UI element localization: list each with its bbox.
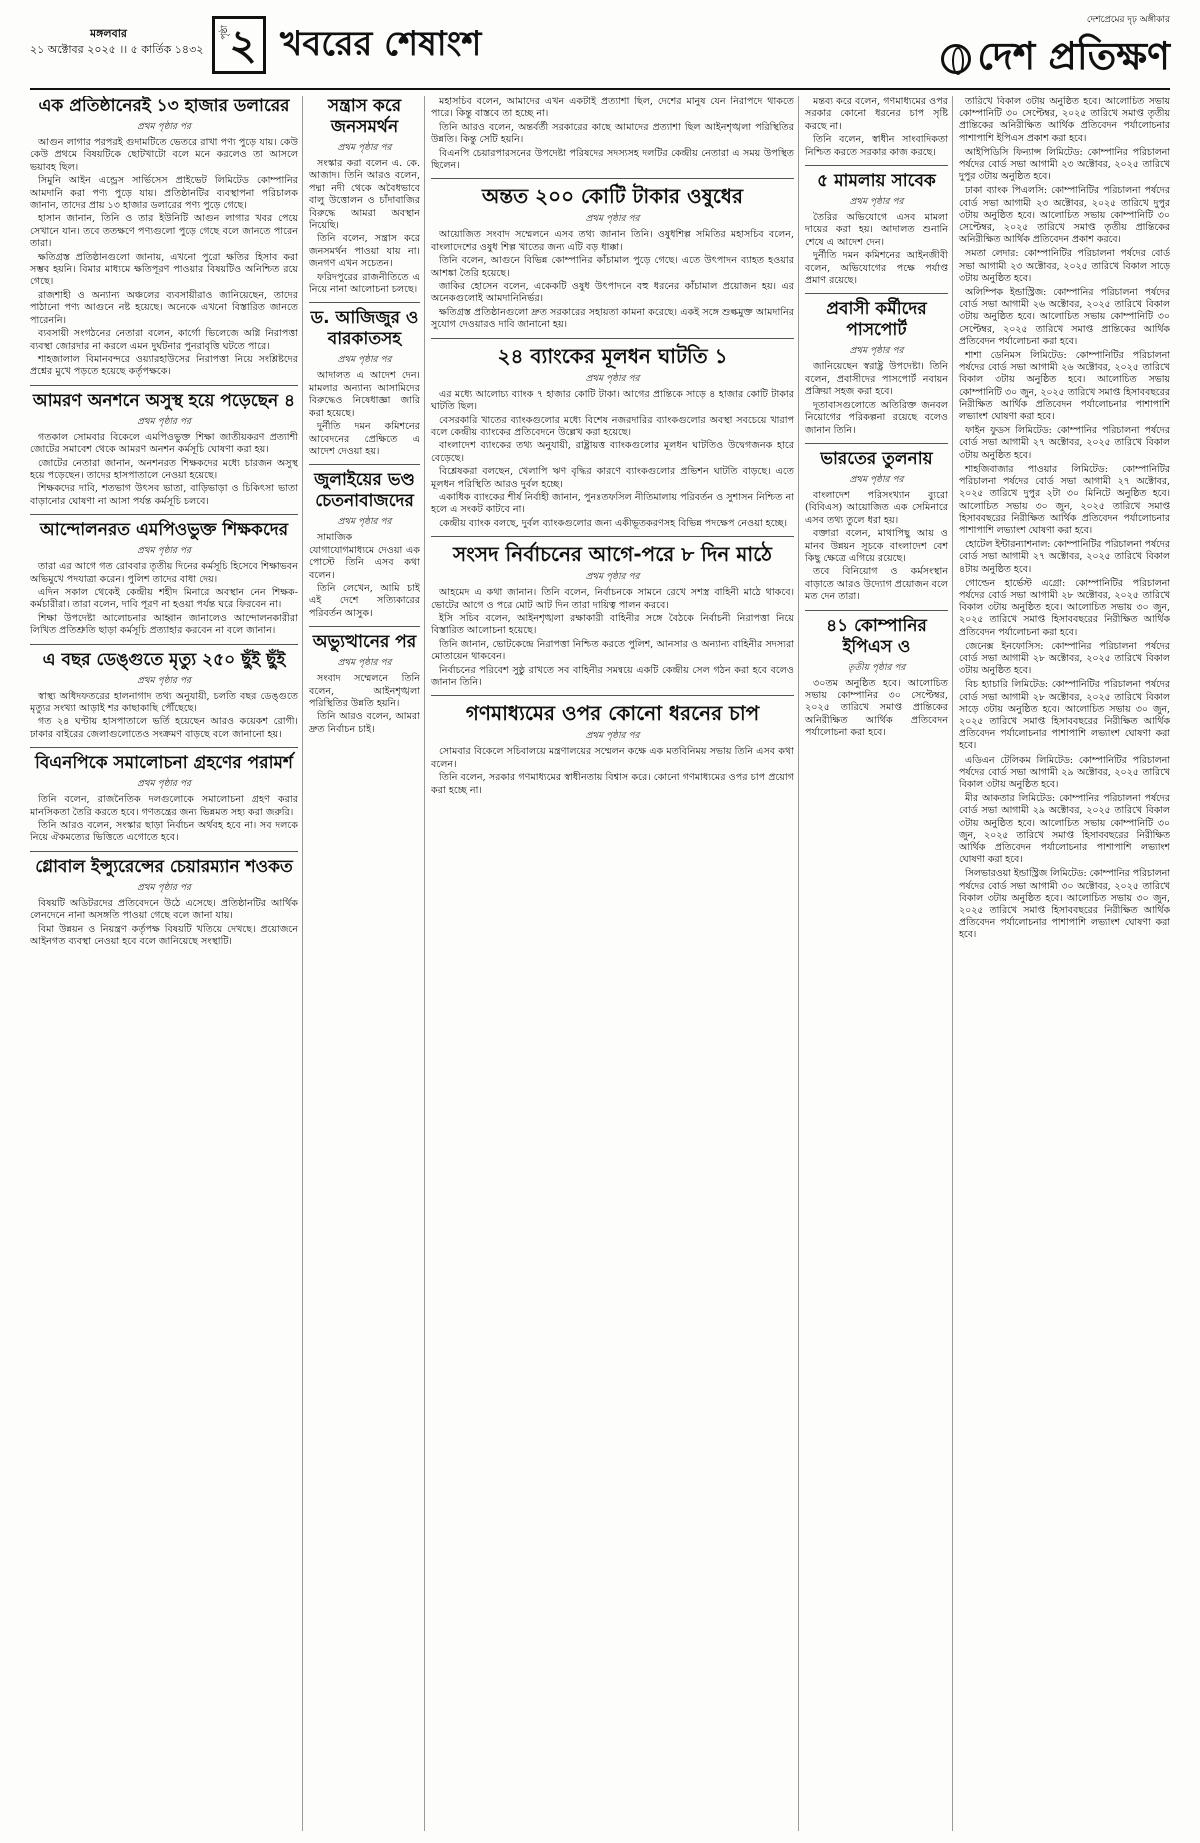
continuation-note: প্রথম পৃষ্ঠার পর bbox=[337, 355, 392, 366]
continuation-note: প্রথম পৃষ্ঠার পর bbox=[585, 373, 640, 384]
story-paragraph: বিমা উন্নয়ন ও নিয়ন্ত্রণ কর্তৃপক্ষ বিষয়টি খতিয়ে দেখছে। প্রয়োজনে আইনগত ব্যবস্থা নেওয়া হবে বলে জানিয়েছে সংস্থাটি। bbox=[30, 923, 298, 948]
story-paragraph: তবে বিনিয়োগ ও কর্মসংস্থান বাড়াতে আরও উদ্যোগ প্রয়োজন বলে মত দেন তারা। bbox=[805, 566, 948, 603]
news-story bbox=[30, 747, 298, 845]
story-paragraph: এর মধ্যে আলোচ্য ব্যাংক ৭ হাজার কোটি টাকা। আগের প্রান্তিকে সাড়ে ৪ হাজার কোটি টাকার ঘাটতি ছিল। bbox=[431, 388, 794, 413]
story-headline: আমরণ অনশনে অসুস্থ হয়ে পড়েছেন ৪ bbox=[32, 390, 296, 411]
story-paragraph: সিলভারওয়া ইন্ডাস্ট্রিজ লিমিটেড: কোম্পানির পরিচালনা পর্ষদের বোর্ড সভা আগামী ৩০ অক্টোবর, ২০২৫ তারিখে বিকাল ৩টায় অনুষ্ঠিত হবে। আলোচিত সভায় ৩০ জুন, ২০২৫ তারিখে সমাপ্ত হিসাববছরের নিরীক্ষিত আর্থিক প্রতিবেদন পর্যালোচনার পাশাপাশি লভ্যাংশ ঘোষণা করা হবে। bbox=[959, 868, 1170, 941]
story-paragraph: এদিন সকাল থেকেই কেন্দ্রীয় শহীদ মিনারে অবস্থান নেন শিক্ষক-কর্মচারীরা। তারা বলেন, দাবি পূরণ না হওয়া পর্যন্ত ঘরে ফিরবেন না। bbox=[30, 586, 298, 611]
news-story bbox=[30, 851, 298, 949]
story-paragraph: সামাজিক যোগাযোগমাধ্যমে দেওয়া এক পোস্টে তিনি এসব কথা বলেন। bbox=[309, 532, 420, 581]
story-paragraph: তিনি আরও বলেন, অন্তর্বর্তী সরকারের কাছে আমাদের প্রত্যাশা ছিল আইনশৃঙ্খলা পরিস্থিতির উন্নতি। কিন্তু সেটি হয়নি। bbox=[431, 121, 794, 146]
story-body bbox=[431, 587, 794, 689]
story-body bbox=[30, 898, 298, 949]
story-paragraph: ইসি সচিব বলেন, আইনশৃঙ্খলা রক্ষাকারী বাহিনীর সঙ্গে বৈঠকে নির্বাচনী নিরাপত্তা নিয়ে বিস্তারিত আলোচনা হয়েছে। bbox=[431, 612, 794, 637]
continuation-note: প্রথম পৃষ্ঠার পর bbox=[337, 517, 392, 528]
page-label: পৃষ্ঠা bbox=[220, 25, 230, 40]
brand-tagline: দেশপ্রেমের দৃঢ় অঙ্গীকার bbox=[1086, 15, 1170, 25]
story-paragraph: জানিয়েছেন স্বরাষ্ট্র উপদেষ্টা। তিনি বলেন, প্রবাসীদের পাসপোর্ট নবায়ন প্রক্রিয়া সহজ করা হবে। bbox=[805, 361, 948, 398]
news-story bbox=[309, 464, 420, 620]
news-story bbox=[805, 293, 948, 436]
story-body bbox=[30, 137, 298, 379]
story-body bbox=[309, 532, 420, 620]
story-paragraph: ক্ষতিগ্রস্ত প্রতিষ্ঠানগুলো দ্রুত সরকারের সহায়তা কামনা করেছে। একই সঙ্গে শুল্কমুক্ত আমদানির সুযোগ দেওয়ারও দাবি জানানো হয়। bbox=[431, 306, 794, 331]
story-body bbox=[805, 490, 948, 604]
story-paragraph: তিনি আরও বলেন, সংস্কার ছাড়া নির্বাচন অর্থবহ হবে না। সব দলকে নিয়ে ঐকমত্যের ভিত্তিতে এগোতে হবে। bbox=[30, 820, 298, 844]
continuation-note: প্রথম পৃষ্ঠার পর bbox=[337, 658, 392, 669]
story-paragraph: বিচ হ্যাচারি লিমিটেড: কোম্পানিটির পরিচালনা পর্ষদের বোর্ড সভা আগামী ২৮ অক্টোবর, ২০২৫ তারিখে বিকাল সাড়ে ৩টায় অনুষ্ঠিত হবে। আলোচিত সভায় ৩০ জুন, ২০২৫ তারিখে সমাপ্ত হিসাববছরের নিরীক্ষিত আর্থিক প্রতিবেদন পর্যালোচনার পাশাপাশি লভ্যাংশ ঘোষণা করা হবে। bbox=[959, 679, 1170, 752]
story-body bbox=[431, 96, 794, 172]
section-title: খবরের শেষাংশ bbox=[280, 24, 482, 64]
story-paragraph: হাসান জানান, তিনি ও তার ইউনিটি আগুন লাগার খবর পেয়ে সেখানে যান। তবে ততক্ষণে পণ্যগুলো পুড়ে গেছে বলে জানতে পারেন তারা। bbox=[30, 213, 298, 250]
story-paragraph: শাহজিবাজার পাওয়ার লিমিটেড: কোম্পানিটির পরিচালনা পর্ষদের বোর্ড সভা আগামী ২৭ অক্টোবর, ২০২৫ তারিখে দুপুর ২টা ৩০ মিনিটে অনুষ্ঠিত হবে। আলোচিত সভায় ৩০ জুন, ২০২৫ তারিখে সমাপ্ত হিসাববছরের নিরীক্ষিত আর্থিক প্রতিবেদন পর্যালোচনার পাশাপাশি লভ্যাংশ ঘোষণা করা হবে। bbox=[959, 463, 1170, 536]
story-paragraph: বিশ্লেষকরা বলছেন, খেলাপি ঋণ বৃদ্ধির কারণে ব্যাংকগুলোর প্রভিশন ঘাটতি বাড়ছে। এতে মূলধন পরিস্থিতি আরও দুর্বল হচ্ছে। bbox=[431, 466, 794, 490]
story-paragraph: বাংলাদেশ পরিসংখ্যান ব্যুরো (বিবিএস) আয়োজিত এক সেমিনারে এসব তথ্য তুলে ধরা হয়। bbox=[805, 489, 948, 526]
story-paragraph: শাহজালাল বিমানবন্দরে ওয়্যারহাউসের নিরাপত্তা নিয়ে সংশ্লিষ্টদের প্রশ্নের মুখে পড়তে হয়েছে কর্তৃপক্ষকে। bbox=[30, 353, 298, 378]
story-paragraph: মীর আকতার লিমিটেড: কোম্পানির পরিচালনা পর্ষদের বোর্ড সভা আগামী ২৯ অক্টোবর, ২০২৫ তারিখে বিকাল ৩টায় অনুষ্ঠিত হবে। আলোচিত সভায় কোম্পানিটি ৩০ জুন, ২০২৫ তারিখে সমাপ্ত হিসাববছরের নিরীক্ষিত আর্থিক প্রতিবেদন পর্যালোচনার পাশাপাশি লভ্যাংশ ঘোষণা করা হবে। bbox=[959, 793, 1170, 866]
news-story bbox=[431, 695, 794, 797]
story-headline: ৫ মামলায় সাবেক bbox=[817, 171, 936, 192]
story-paragraph: জাকির হোসেন বলেন, একেকটি ওষুধ উৎপাদনে বহু ধরনের কাঁচামাল প্রয়োজন হয়। এর অনেকগুলোই আমদানিনির্ভর। bbox=[431, 281, 794, 305]
story-paragraph: হোটেল ইন্টারন্যাশনাল: কোম্পানিটির পরিচালনা পর্ষদের বোর্ড সভা আগামী ২৭ অক্টোবর, ২০২৫ তারিখে বিকাল ৪টায় অনুষ্ঠিত হবে। bbox=[959, 539, 1170, 575]
column-3 bbox=[424, 96, 794, 1831]
page-number: ২ bbox=[229, 20, 257, 69]
story-headline: ৪১ কোম্পানির ইপিএস ও bbox=[826, 615, 927, 657]
story-body bbox=[309, 673, 420, 736]
story-headline: প্রবাসী কর্মীদের পাসপোর্ট bbox=[826, 299, 927, 341]
story-paragraph: মন্তব্য করে বলেন, গণমাধ্যমের ওপর সরকার কোনো ধরনের চাপ সৃষ্টি করছে না। bbox=[805, 96, 948, 132]
news-story bbox=[959, 96, 1170, 942]
story-headline: বিএনপিকে সমালোচনা গ্রহণের পরামর্শ bbox=[34, 753, 293, 774]
story-paragraph: শাশা ডেনিমস লিমিটেড: কোম্পানিটির পরিচালনা পর্ষদের বোর্ড সভা আগামী ২৬ অক্টোবর, ২০২৫ তারিখে বিকাল ৩টায় অনুষ্ঠিত হবে। আলোচিত সভায় কোম্পানিটি ৩০ জুন, ২০২৫ তারিখে সমাপ্ত হিসাববছরের নিরীক্ষিত আর্থিক প্রতিবেদন পর্যালোচনার পাশাপাশি লভ্যাংশ ঘোষণা করা হবে। bbox=[959, 350, 1170, 423]
news-story bbox=[805, 610, 948, 740]
column-4 bbox=[798, 96, 948, 1831]
story-paragraph: তারিখে বিকাল ৩টায় অনুষ্ঠিত হবে। আলোচিত সভায় কোম্পানিটি ৩০ সেপ্টেম্বর, ২০২৫ তারিখে সমাপ্ত তৃতীয় প্রান্তিকের অনিরীক্ষিত আর্থিক প্রতিবেদন পর্যালোচনার পাশাপাশি ইপিএস প্রকাশ করা হবে। bbox=[959, 96, 1170, 144]
news-story bbox=[431, 338, 794, 530]
continuation-note: প্রথম পৃষ্ঠার পর bbox=[137, 779, 191, 790]
story-headline: আন্দোলনরত এমপিওভুক্ত শিক্ষকদের bbox=[39, 520, 289, 541]
story-paragraph: তারা এর আগে গত রোববার তৃতীয় দিনের কর্মসূচি হিসেবে শিক্ষাভবন অভিমুখে পদযাত্রা করেন। পুলিশ তাদের বাধা দেয়। bbox=[30, 561, 298, 585]
story-body bbox=[30, 691, 298, 742]
story-body bbox=[805, 361, 948, 436]
continuation-note: প্রথম পৃষ্ঠার পর bbox=[137, 416, 191, 427]
story-paragraph: সমতা লেদার: কোম্পানিটির পরিচালনা পর্ষদের বোর্ড সভা আগামী ২৩ অক্টোবর, ২০২৫ তারিখে বিকাল সাড়ে ৩টায় অনুষ্ঠিত হবে। bbox=[959, 248, 1170, 284]
continuation-note: প্রথম পৃষ্ঠার পর bbox=[137, 675, 191, 686]
story-headline: ২৪ ব্যাংকের মূলধন ঘাটতি ১ bbox=[497, 343, 728, 368]
news-story bbox=[30, 96, 298, 379]
story-paragraph: তিনি বলেন, আগুনে বিভিন্ন কোম্পানির কাঁচামাল পুড়ে গেছে। এতে উৎপাদন ব্যাহত হওয়ার আশঙ্কা তৈরি হয়েছে। bbox=[431, 255, 794, 279]
story-headline: গ্লোবাল ইন্স্যুরেন্সের চেয়ারম্যান শওকত bbox=[35, 856, 293, 877]
story-body bbox=[431, 389, 794, 530]
story-paragraph: শিক্ষা উপদেষ্টা আলোচনার আহ্বান জানালেও আন্দোলনকারীরা লিখিত প্রতিশ্রুতি ছাড়া কর্মসূচি প্রত্যাহার করবেন না বলে জানান। bbox=[30, 612, 298, 637]
story-body bbox=[30, 794, 298, 845]
story-body bbox=[30, 432, 298, 508]
story-paragraph: জোটের নেতারা জানান, অনশনরত শিক্ষকদের মধ্যে চারজন অসুস্থ হয়ে পড়েছেন। তাদের হাসপাতালে নেওয়া হয়েছে। bbox=[30, 457, 298, 481]
story-paragraph: সংবাদ সম্মেলনে তিনি বলেন, আইনশৃঙ্খলা পরিস্থিতির উন্নতি হয়নি। bbox=[309, 673, 420, 709]
continuation-note: প্রথম পৃষ্ঠার পর bbox=[137, 546, 191, 557]
story-paragraph: বেসরকারি খাতের ব্যাংকগুলোর মধ্যে বিশেষ নজরদারির ব্যাংকগুলোর অবস্থা সবচেয়ে খারাপ বলে কেন্দ্রীয় ব্যাংকের প্রতিবেদনে উল্লেখ করা হয়েছে। bbox=[431, 414, 794, 438]
continuation-note: প্রথম পৃষ্ঠার পর bbox=[585, 214, 640, 225]
page-columns bbox=[30, 96, 1170, 1831]
story-paragraph: ৩০তম অনুষ্ঠিত হবে। আলোচিত সভায় কোম্পানির ৩০ সেপ্টেম্বর, ২০২৫ তারিখে সমাপ্ত প্রান্তিকের অনিরীক্ষিত আর্থিক প্রতিবেদন পর্যালোচনা করা হবে। bbox=[805, 677, 948, 739]
story-paragraph: সোমবার বিকেলে সচিবালয়ে মন্ত্রণালয়ের সম্মেলন কক্ষে এক মতবিনিময় সভায় তিনি এসব কথা বলেন। bbox=[431, 746, 794, 770]
story-paragraph: তিনি আরও বলেন, আমরা দ্রুত নির্বাচন চাই। bbox=[309, 711, 420, 735]
continuation-note: প্রথম পৃষ্ঠার পর bbox=[849, 474, 904, 485]
continuation-note: প্রথম পৃষ্ঠার পর bbox=[585, 572, 640, 583]
story-paragraph: সিমুনি আইন এন্ড্রেস সার্ভিসেস প্রাইভেট লিমিটেড কোম্পানির আমদানি করা পণ্য পুড়ে যায়। প্রতিষ্ঠানটির ব্যবস্থাপনা পরিচালক জানান, তাদের প্রায় ১৩ হাজার ডলারের পণ্য পুড়ে গেছে। bbox=[30, 175, 298, 212]
story-paragraph: ক্ষতিগ্রস্ত প্রতিষ্ঠানগুলো জানায়, এখনো পুরো ক্ষতির হিসাব করা সম্ভব হয়নি। বিমার মাধ্যমে ক্ষতিপূরণ পাওয়ার বিষয়টিও অনিশ্চিত রয়ে গেছে। bbox=[30, 251, 298, 288]
globe-icon bbox=[941, 44, 971, 74]
news-story bbox=[30, 514, 298, 637]
story-paragraph: তিনি জানান, ভোটকেন্দ্রে নিরাপত্তা নিশ্চিত করতে পুলিশ, আনসার ও অন্যান্য বাহিনীর সদস্যরা মোতায়েন থাকবেন। bbox=[431, 638, 794, 663]
continuation-note: প্রথম পৃষ্ঠার পর bbox=[849, 197, 904, 208]
continuation-note: তৃতীয় পৃষ্ঠার পর bbox=[847, 662, 906, 673]
story-paragraph: আদালত এ আদেশ দেন। মামলার অন্যান্য আসামিদের বিরুদ্ধেও নিষেধাজ্ঞা জারি করা হয়েছে। bbox=[309, 370, 420, 419]
news-story bbox=[431, 96, 794, 172]
story-body bbox=[805, 678, 948, 740]
story-paragraph: আয়োজিত সংবাদ সম্মেলনে এসব তথ্য জানান তিনি। ওষুধশিল্প সমিতির মহাসচিব বলেন, বাংলাদেশের ওষুধ শিল্প খাতের জন্য এটি বড় ধাক্কা। bbox=[431, 229, 794, 253]
news-story bbox=[309, 626, 420, 736]
column-5 bbox=[952, 96, 1170, 1831]
story-paragraph: একাধিক ব্যাংকের শীর্ষ নির্বাহী জানান, পুনঃতফসিল নীতিমালায় পরিবর্তন ও সুশাসন নিশ্চিত না হলে এ সংকট কাটবে না। bbox=[431, 491, 794, 516]
story-paragraph: ব্যবসায়ী সংগঠনের নেতারা বলেন, কার্গো ভিলেজে অগ্নি নিরাপত্তা ব্যবস্থা জোরদার না করলে এমন দুর্ঘটনার পুনরাবৃত্তি ঘটতে পারে। bbox=[30, 328, 298, 352]
story-paragraph: তিনি বলেন, সন্ত্রাস করে জনসমর্থন পাওয়া যায় না। জনগণ এখন সচেতন। bbox=[309, 233, 420, 270]
news-story bbox=[30, 644, 298, 742]
story-paragraph: তিনি বলেন, সরকার গণমাধ্যমের স্বাধীনতায় বিশ্বাস করে। কোনো গণমাধ্যমের ওপর চাপ প্রয়োগ করা হচ্ছে না। bbox=[431, 772, 794, 796]
story-headline: জুলাইয়ের ভণ্ড চেতনাবাজদের bbox=[314, 470, 415, 512]
story-paragraph: স্বাস্থ্য অধিদফতরের হালনাগাদ তথ্য অনুযায়ী, চলতি বছর ডেঙ্গুতে মৃত্যুর সংখ্যা আড়াই শর কাছাকাছি পৌঁছেছে। bbox=[30, 690, 298, 714]
issue-date-block bbox=[30, 26, 203, 58]
story-paragraph: অলিম্পিক ইন্ডাস্ট্রিজ: কোম্পানির পরিচালনা পর্ষদের বোর্ড সভা আগামী ২৬ অক্টোবর, ২০২৫ তারিখে বিকাল ৩টায় অনুষ্ঠিত হবে। আলোচিত সভায় কোম্পানিটি ৩০ সেপ্টেম্বর, ২০২৫ তারিখে সমাপ্ত প্রান্তিকের আর্থিক প্রতিবেদন পর্যালোচনা করা হবে। bbox=[959, 287, 1170, 347]
news-story bbox=[431, 178, 794, 331]
masthead bbox=[30, 12, 1170, 90]
story-paragraph: ফরিদপুরের রাজনীতিতে এ নিয়ে নানা আলোচনা চলছে। bbox=[309, 271, 420, 296]
story-headline: অভ্যুত্থানের পর bbox=[312, 632, 417, 653]
story-headline: অন্তত ২০০ কোটি টাকার ওষুধের bbox=[482, 184, 743, 209]
story-body bbox=[431, 229, 794, 331]
story-paragraph: গোল্ডেন হার্ভেস্ট এগ্রো: কোম্পানিটির পরিচালনা পর্ষদের বোর্ড সভা আগামী ২৮ অক্টোবর, ২০২৫ তারিখে বিকাল ৩টায় অনুষ্ঠিত হবে। আলোচিত সভায় ৩০ জুন, ২০২৫ তারিখে সমাপ্ত হিসাববছরের নিরীক্ষিত আর্থিক প্রতিবেদন পর্যালোচনা করা হবে। bbox=[959, 577, 1170, 638]
story-paragraph: তৈরির অভিযোগে এসব মামলা দায়ের করা হয়। আদালত শুনানি শেষে এ আদেশ দেন। bbox=[805, 212, 948, 248]
story-paragraph: বিএনপি চেয়ারপারসনের উপদেষ্টা পরিষদের সদস্যসহ দলটির কেন্দ্রীয় নেতারা এ সময় উপস্থিত ছিলেন। bbox=[431, 147, 794, 172]
story-body bbox=[805, 212, 948, 287]
news-story bbox=[805, 96, 948, 159]
page-number-box bbox=[212, 16, 266, 74]
news-story bbox=[805, 165, 948, 287]
story-headline: সন্ত্রাস করে জনসমর্থন bbox=[327, 96, 402, 137]
story-paragraph: নির্বাচনের পরিবেশ সুষ্ঠু রাখতে সব বাহিনীর সমন্বয়ে একটি কেন্দ্রীয় সেল গঠন করা হবে বলেও জানান তিনি। bbox=[431, 664, 794, 688]
column-2 bbox=[302, 96, 420, 1831]
story-headline: ভারতের তুলনায় bbox=[820, 448, 933, 469]
story-paragraph: ফাইন ফুডস লিমিটেড: কোম্পানির পরিচালনা পর্ষদের বোর্ড সভা আগামী ২৭ অক্টোবর, ২০২৫ তারিখে বিকাল ৩টায় অনুষ্ঠিত হবে। bbox=[959, 425, 1170, 461]
news-story bbox=[805, 443, 948, 604]
news-story bbox=[431, 536, 794, 689]
story-body bbox=[309, 158, 420, 296]
story-body bbox=[805, 96, 948, 159]
story-headline: ড. আজিজুর ও বারকাতসহ bbox=[310, 308, 419, 350]
story-body bbox=[431, 746, 794, 797]
story-paragraph: তিনি বলেন, স্বাধীন সাংবাদিকতা নিশ্চিত করতে সরকার কাজ করছে। bbox=[805, 134, 948, 158]
newspaper-brand bbox=[941, 12, 1170, 91]
story-paragraph: রাজশাহী ও অন্যান্য অঞ্চলের ব্যবসায়ীরাও জানিয়েছেন, তাদের পাঠানো পণ্য আগুনে নষ্ট হয়েছে। অনেকে এখনো বিস্তারিত জানতে পারেননি। bbox=[30, 289, 298, 326]
story-headline: এ বছর ডেঙ্গুতে মৃত্যু ২৫০ ছুঁই ছুঁই bbox=[42, 649, 286, 670]
story-paragraph: মহাসচিব বলেন, আমাদের এখন একটাই প্রত্যাশা ছিল, দেশের মানুষ যেন নিরাপদে থাকতে পারে। কিন্তু বাস্তবে তা হচ্ছে না। bbox=[431, 96, 794, 120]
brand-logo bbox=[941, 27, 1170, 91]
story-paragraph: তিনি বলেন, রাজনৈতিক দলগুলোকে সমালোচনা গ্রহণ করার মানসিকতা তৈরি করতে হবে। গণতন্ত্রের জন্য ভিন্নমত সহ্য করা জরুরি। bbox=[30, 794, 298, 818]
story-paragraph: কেন্দ্রীয় ব্যাংক বলছে, দুর্বল ব্যাংকগুলোর জন্য একীভূতকরণসহ বিভিন্ন পদক্ষেপ নেওয়া হচ্ছে। bbox=[439, 517, 788, 529]
story-paragraph: বক্তারা বলেন, মাথাপিছু আয় ও মানব উন্নয়ন সূচকে বাংলাদেশ বেশ কিছু ক্ষেত্রে এগিয়ে রয়েছে। bbox=[805, 528, 948, 564]
story-paragraph: এডিএন টেলিকম লিমিটেড: কোম্পানিটির পরিচালনা পর্ষদের বোর্ড সভা আগামী ২৯ অক্টোবর, ২০২৫ তারিখে বিকাল ৩টায় অনুষ্ঠিত হবে। bbox=[959, 754, 1170, 790]
continuation-note: প্রথম পৃষ্ঠার পর bbox=[337, 143, 392, 153]
story-paragraph: ঢাকা ব্যাংক পিএলসি: কোম্পানিটির পরিচালনা পর্ষদের বোর্ড সভা আগামী ২৩ অক্টোবর, ২০২৫ তারিখে দুপুর ৩টায় অনুষ্ঠিত হবে। আলোচিত সভায় কোম্পানিটি ৩০ সেপ্টেম্বর, ২০২৫ তারিখে সমাপ্ত তৃতীয় প্রান্তিকের অনিরীক্ষিত আর্থিক প্রতিবেদন প্রকাশ করবে। bbox=[959, 185, 1170, 246]
continuation-note: প্রথম পৃষ্ঠার পর bbox=[585, 731, 640, 742]
news-story bbox=[309, 302, 420, 458]
news-story bbox=[309, 96, 420, 296]
story-headline: এক প্রতিষ্ঠানেরই ১৩ হাজার ডলারের bbox=[38, 96, 290, 116]
story-paragraph: সংস্কার করা বলেন এ. কে. আজাদ। তিনি আরও বলেন, পদ্মা নদী থেকে অবৈধভাবে বালু উত্তোলন ও চাঁদাবাজির বিরুদ্ধে আমরা অবস্থান নিয়েছি। bbox=[309, 158, 420, 232]
continuation-note: প্রথম পৃষ্ঠার পর bbox=[137, 122, 191, 132]
story-body bbox=[959, 96, 1170, 942]
story-paragraph: তিনি লেখেন, আমি চাই এই দেশে সত্যিকারের পরিবর্তন আসুক। bbox=[309, 582, 420, 619]
story-paragraph: গত ২৪ ঘণ্টায় হাসপাতালে ভর্তি হয়েছেন আরও কয়েকশ রোগী। ঢাকার বাইরের জেলাগুলোতেও সংক্রমণ বাড়ছে বলে জানানো হয়। bbox=[30, 716, 298, 740]
story-paragraph: দূতাবাসগুলোতে অতিরিক্ত জনবল নিয়োগের পরিকল্পনা রয়েছে বলেও জানান তিনি। bbox=[805, 399, 948, 436]
story-paragraph: গতকাল সোমবার বিকেলে এমপিওভুক্ত শিক্ষা জাতীয়করণ প্রত্যাশী জোটের সমাবেশ থেকে আমরণ অনশন কর্মসূচি ঘোষণা করা হয়। bbox=[30, 431, 298, 456]
continuation-note: প্রথম পৃষ্ঠার পর bbox=[137, 882, 191, 893]
story-headline: সংসদ নির্বাচনের আগে-পরে ৮ দিন মাঠে bbox=[453, 542, 772, 567]
story-paragraph: দুর্নীতি দমন কমিশনের আইনজীবী বলেন, অভিযোগের পক্ষে পর্যাপ্ত প্রমাণ রয়েছে। bbox=[805, 250, 948, 287]
story-paragraph: দুর্নীতি দমন কমিশনের আবেদনের প্রেক্ষিতে এ আদেশ দেওয়া হয়। bbox=[309, 421, 420, 457]
story-paragraph: বিষয়টি অডিটরদের প্রতিবেদনে উঠে এসেছে। প্রতিষ্ঠানটির আর্থিক লেনদেনে নানা অসঙ্গতি পাওয়া গেছে বলে জানা যায়। bbox=[30, 897, 298, 922]
story-body bbox=[30, 561, 298, 637]
continuation-note: প্রথম পৃষ্ঠার পর bbox=[849, 346, 904, 357]
story-paragraph: আগুন লাগার পরপরই গুদামটিতে ভেতরে রাখা পণ্য পুড়ে যায়। কেউ কেউ প্রথমে বিষয়টিকে ছোটখাটো বলে মনে করলেও তা আসলে ভয়াবহ ছিল। bbox=[30, 137, 298, 173]
story-paragraph: বাংলাদেশ ব্যাংকের তথ্য অনুযায়ী, রাষ্ট্রায়ত্ত ব্যাংকগুলোর মূলধন ঘাটতিও উদ্বেগজনক হারে বেড়েছে। bbox=[431, 440, 794, 464]
story-paragraph: জেনেক্স ইনফোসিস: কোম্পানির পরিচালনা পর্ষদের বোর্ড সভা আগামী ২৮ অক্টোবর, ২০২৫ তারিখে বিকাল ৩টায় অনুষ্ঠিত হবে। bbox=[959, 640, 1170, 677]
story-headline: গণমাধ্যমের ওপর কোনো ধরনের চাপ bbox=[465, 701, 760, 726]
news-story bbox=[30, 385, 298, 508]
issue-day: মঙ্গলবার bbox=[90, 27, 127, 40]
story-body bbox=[309, 370, 420, 458]
brand-name: দেশ প্রতিক্ষণ bbox=[977, 34, 1170, 78]
issue-date: ২১ অক্টোবর ২০২৫ ।। ৫ কার্তিক ১৪৩২ bbox=[30, 43, 204, 56]
story-paragraph: আইপিডিসি ফিন্যান্স লিমিটেড: কোম্পানির পরিচালনা পর্ষদের বোর্ড সভা আগামী ২৩ অক্টোবর, ২০২৫ তারিখে দুপুর ৩টায় অনুষ্ঠিত হবে। bbox=[959, 146, 1170, 183]
column-1 bbox=[30, 96, 298, 1831]
story-paragraph: শিক্ষকদের দাবি, শতভাগ উৎসব ভাতা, বাড়িভাড়া ও চিকিৎসা ভাতা বাড়ানোর ঘোষণা না আসা পর্যন্ত কর্মসূচি চলবে। bbox=[30, 483, 298, 507]
story-paragraph: আহমেদ এ কথা জানান। তিনি বলেন, নির্বাচনকে সামনে রেখে সশস্ত্র বাহিনী মাঠে থাকবে। ভোটের আগে ও পরে মোট আট দিন তারা দায়িত্ব পালন করবে। bbox=[431, 587, 794, 611]
